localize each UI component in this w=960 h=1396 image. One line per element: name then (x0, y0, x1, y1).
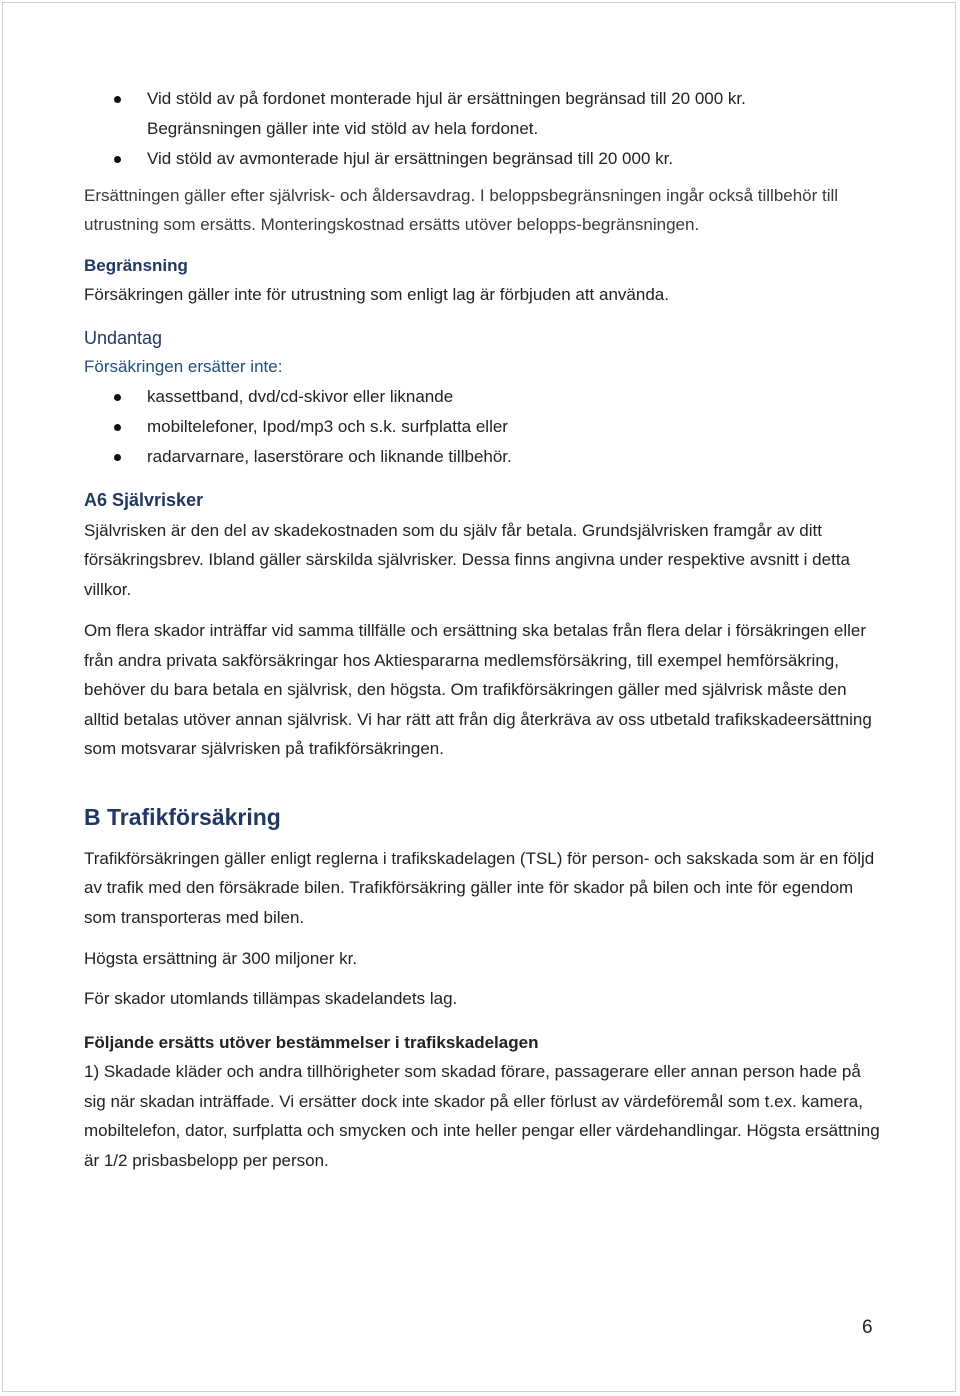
section-b-heading: B Trafikförsäkring (84, 803, 281, 830)
list-item: kassettband, dvd/cd-skivor eller liknande (84, 382, 884, 412)
exceptions-subheading: Försäkringen ersätter inte: (84, 356, 283, 376)
bullet-icon (114, 156, 121, 163)
a6-paragraph-2: Om flera skador inträffar vid samma tillfälle och ersättning ska betalas från flera delar i försäkringen eller från andra privata sakförsäkringar hos Aktiespararna medlemsförsäkring, till exempel hemförsäkring, behöver du bara betala en självrisk, den högsta. Om trafikförsäkringen gäller med självrisk måste den alltid betalas utöver annan självrisk. Vi har rätt att från dig återkräva av oss utbetald trafikskadeersättning som motsvarar självrisken på trafikförsäkringen. (84, 621, 872, 758)
list-item: radarvarnare, laserstörare och liknande tillbehör. (84, 442, 884, 472)
list-item: Vid stöld av avmonterade hjul är ersättningen begränsad till 20 000 kr. (84, 144, 884, 174)
bullet-icon (114, 454, 121, 461)
a6-paragraph-1: Självrisken är den del av skadekostnaden som du själv får betala. Grundsjälvrisken framgår av ditt försäkringsbrev. Ibland gäller särskilda självrisker. Dessa finns angivna under respektive avsnitt i detta villkor. (84, 520, 850, 599)
section-a6-heading: A6 Självrisker (84, 489, 204, 510)
deductible-paragraph: Ersättningen gäller efter självrisk- och åldersavdrag. I beloppsbegränsningen ingår också tillbehör till utrustning som ersätts. Monteringskostnad ersätts utöver belopps-begränsningen. (84, 186, 839, 234)
list-item: mobiltelefoner, Ipod/mp3 och s.k. surfplatta eller (84, 412, 884, 442)
wheel-theft-list (84, 84, 884, 174)
bullet-icon (114, 96, 121, 103)
b-paragraph-2: Högsta ersättning är 300 miljoner kr. (84, 949, 358, 968)
bullet-icon (114, 394, 121, 401)
bullet-icon (114, 424, 121, 431)
page-number: 6 (862, 1317, 873, 1338)
b-paragraph-4: 1) Skadade kläder och andra tillhörigheter som skadad förare, passagerare eller annan person hade på sig när skadan inträffade. Vi ersätter dock inte skador på eller förlust av värdeföremål som t.ex. kamera, mobiltelefon, dator, surfplatta och smycken och inte heller pengar eller värdehandlingar. Högsta ersättning är 1/2 prisbasbelopp per person. (84, 1062, 880, 1170)
list-item: Vid stöld av på fordonet monterade hjul är ersättningen begränsad till 20 000 kr. (84, 84, 884, 114)
limitation-heading: Begränsning (84, 256, 188, 275)
exceptions-heading: Undantag (84, 327, 163, 348)
b-paragraph-1: Trafikförsäkringen gäller enligt reglerna i trafikskadelagen (TSL) för person- och sakskada som är en följd av trafik med den försäkrade bilen. Trafikförsäkring gäller inte för skador på bilen och inte för egendom som transporteras med bilen. (84, 848, 875, 927)
limitation-text: Försäkringen gäller inte för utrustning som enligt lag är förbjuden att använda. (84, 285, 669, 304)
exceptions-list (84, 382, 884, 472)
document-content (84, 84, 884, 1175)
b-subheading: Följande ersätts utöver bestämmelser i trafikskadelagen (84, 1033, 539, 1052)
b-paragraph-3: För skador utomlands tillämpas skadelandets lag. (84, 988, 458, 1008)
list-note: Begränsningen gäller inte vid stöld av hela fordonet. (147, 119, 539, 138)
